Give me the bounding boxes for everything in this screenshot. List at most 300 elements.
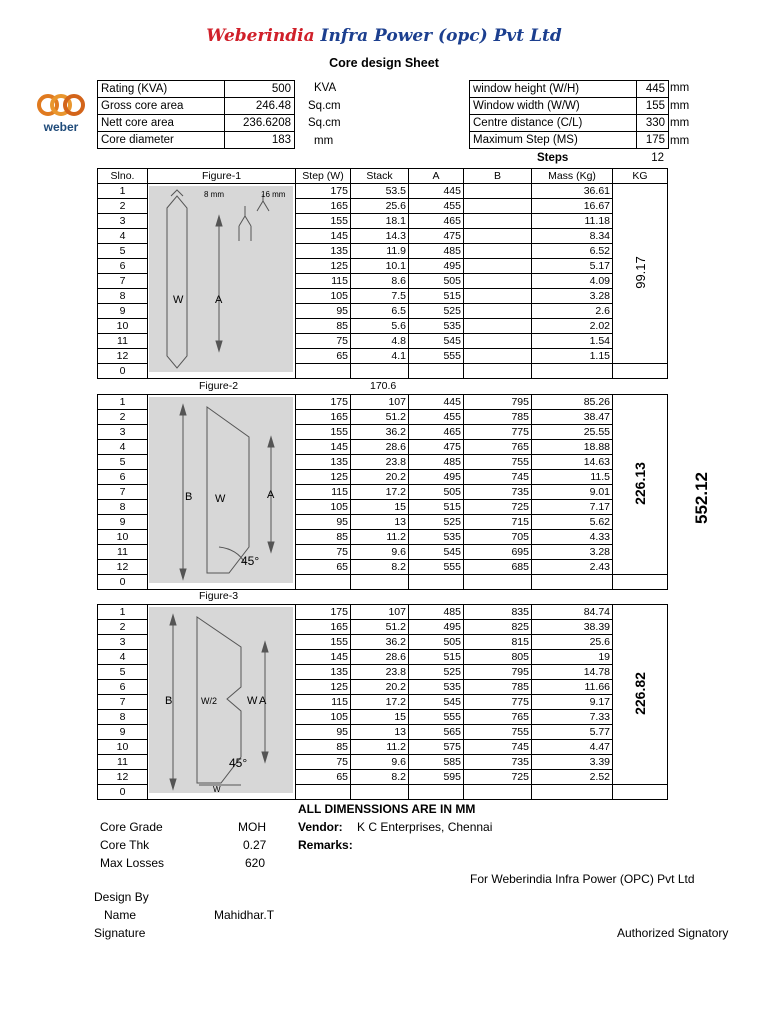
stack-cell: 107	[351, 395, 409, 410]
slno-cell: 1	[98, 395, 148, 410]
b-cell	[464, 334, 532, 349]
step-cell: 165	[296, 620, 351, 635]
stack-cell: 11.2	[351, 740, 409, 755]
figure-3-label: Figure-3	[199, 590, 239, 602]
b-cell: 745	[464, 740, 532, 755]
spec-value: 246.48	[225, 98, 295, 115]
slno-cell: 4	[98, 440, 148, 455]
b-cell: 755	[464, 455, 532, 470]
b-cell: 735	[464, 755, 532, 770]
dimensions-note: ALL DIMENSSIONS ARE IN MM	[298, 802, 476, 816]
spec-row	[98, 81, 295, 98]
stack-cell: 20.2	[351, 680, 409, 695]
fig3-b-label: B	[165, 695, 173, 707]
stack-cell: 10.1	[351, 259, 409, 274]
logo-text: weber	[43, 120, 79, 134]
a-cell: 555	[409, 349, 464, 364]
mass-cell: 14.78	[532, 665, 613, 680]
mass-cell: 3.28	[532, 545, 613, 560]
b-cell: 815	[464, 635, 532, 650]
spec-unit: mm	[670, 82, 690, 94]
spec-label: Maximum Step (MS)	[470, 132, 637, 149]
b-cell: 695	[464, 545, 532, 560]
slno-cell: 11	[98, 334, 148, 349]
step-cell: 85	[296, 319, 351, 334]
kg-total: 226.13	[631, 462, 648, 505]
a-cell: 445	[409, 395, 464, 410]
spec-value: 330	[637, 115, 669, 132]
mass-cell: 8.34	[532, 229, 613, 244]
stack-cell: 5.6	[351, 319, 409, 334]
mass-cell: 2.02	[532, 319, 613, 334]
kg-total-cell	[613, 605, 668, 785]
step-cell: 115	[296, 485, 351, 500]
slno-cell: 11	[98, 755, 148, 770]
b-cell	[464, 304, 532, 319]
mass-cell: 14.63	[532, 455, 613, 470]
stack-cell: 11.2	[351, 530, 409, 545]
slno-cell: 2	[98, 199, 148, 214]
spec-table-right	[469, 80, 669, 149]
b-cell: 755	[464, 725, 532, 740]
stack-cell: 17.2	[351, 695, 409, 710]
slno-cell: 0	[98, 364, 148, 379]
slno-cell: 10	[98, 740, 148, 755]
mass-cell	[532, 364, 613, 379]
slno-cell: 0	[98, 785, 148, 800]
column-header: Mass (Kg)	[532, 169, 613, 184]
b-cell: 785	[464, 410, 532, 425]
a-cell	[409, 575, 464, 590]
mass-cell: 25.6	[532, 635, 613, 650]
a-cell: 575	[409, 740, 464, 755]
stack-cell: 23.8	[351, 665, 409, 680]
mass-cell: 2.52	[532, 770, 613, 785]
vendor-value: K C Enterprises, Chennai	[357, 820, 493, 834]
spec-label: Nett core area	[98, 115, 225, 132]
step-cell: 65	[296, 770, 351, 785]
b-cell	[464, 199, 532, 214]
step-cell: 145	[296, 440, 351, 455]
mass-cell: 9.01	[532, 485, 613, 500]
fig1-8mm-label: 8 mm	[204, 190, 224, 199]
figure-cell	[148, 605, 296, 800]
mass-cell: 84.74	[532, 605, 613, 620]
stack-cell: 4.8	[351, 334, 409, 349]
fig2-a-label: A	[267, 489, 275, 501]
slno-cell: 12	[98, 560, 148, 575]
mass-cell: 3.39	[532, 755, 613, 770]
stack-cell: 8.6	[351, 274, 409, 289]
mass-cell: 4.47	[532, 740, 613, 755]
core-grade-value: MOH	[238, 820, 266, 834]
table-row	[98, 395, 668, 410]
kg-total-cell	[613, 184, 668, 364]
b-cell: 735	[464, 485, 532, 500]
stack-cell: 51.2	[351, 620, 409, 635]
stack-cell: 4.1	[351, 349, 409, 364]
fig3-w-bottom-label: W	[213, 785, 221, 794]
stack-cell: 13	[351, 515, 409, 530]
column-header: Figure-1	[148, 169, 296, 184]
step-cell: 125	[296, 259, 351, 274]
steps-label: Steps	[537, 152, 569, 164]
column-header: A	[409, 169, 464, 184]
a-cell: 535	[409, 319, 464, 334]
b-cell: 715	[464, 515, 532, 530]
core-thk-value: 0.27	[243, 838, 267, 852]
column-header: Slno.	[98, 169, 148, 184]
a-cell: 475	[409, 440, 464, 455]
step-cell: 125	[296, 680, 351, 695]
mass-cell: 5.17	[532, 259, 613, 274]
b-cell: 775	[464, 425, 532, 440]
mass-cell: 11.18	[532, 214, 613, 229]
grand-total: 552.12	[692, 472, 711, 524]
step-cell: 135	[296, 665, 351, 680]
mass-cell: 38.39	[532, 620, 613, 635]
spec-unit: mm	[314, 134, 334, 147]
b-cell: 765	[464, 710, 532, 725]
mass-cell: 11.5	[532, 470, 613, 485]
b-cell: 725	[464, 500, 532, 515]
slno-cell: 1	[98, 184, 148, 199]
stack-cell: 17.2	[351, 485, 409, 500]
b-cell	[464, 349, 532, 364]
slno-cell: 9	[98, 725, 148, 740]
a-cell: 505	[409, 274, 464, 289]
slno-cell: 8	[98, 500, 148, 515]
b-cell: 795	[464, 665, 532, 680]
slno-cell: 10	[98, 530, 148, 545]
slno-cell: 8	[98, 289, 148, 304]
slno-cell: 10	[98, 319, 148, 334]
column-header: B	[464, 169, 532, 184]
a-cell: 495	[409, 470, 464, 485]
mass-cell: 4.33	[532, 530, 613, 545]
spec-label: Core diameter	[98, 132, 225, 149]
mass-cell: 9.17	[532, 695, 613, 710]
column-header: Step (W)	[296, 169, 351, 184]
stack-cell: 25.6	[351, 199, 409, 214]
fig3-a-label: A	[259, 695, 267, 707]
step-cell	[296, 364, 351, 379]
b-cell: 685	[464, 560, 532, 575]
a-cell: 465	[409, 214, 464, 229]
step-cell: 75	[296, 755, 351, 770]
mass-cell: 36.61	[532, 184, 613, 199]
slno-cell: 4	[98, 229, 148, 244]
a-cell: 595	[409, 770, 464, 785]
step-cell: 175	[296, 395, 351, 410]
mass-cell	[532, 785, 613, 800]
authorized-signatory: Authorized Signatory	[617, 926, 729, 940]
step-cell: 85	[296, 740, 351, 755]
a-cell: 445	[409, 184, 464, 199]
stack-cell: 36.2	[351, 425, 409, 440]
step-cell: 165	[296, 410, 351, 425]
step-cell: 135	[296, 244, 351, 259]
stack-cell: 8.2	[351, 560, 409, 575]
a-cell: 525	[409, 515, 464, 530]
a-cell: 495	[409, 259, 464, 274]
mass-cell: 5.77	[532, 725, 613, 740]
a-cell: 485	[409, 605, 464, 620]
spec-unit: Sq.cm	[308, 117, 341, 129]
stack-cell: 28.6	[351, 440, 409, 455]
slno-cell: 6	[98, 680, 148, 695]
kg-empty-cell	[613, 575, 668, 590]
slno-cell: 3	[98, 635, 148, 650]
a-cell: 565	[409, 725, 464, 740]
slno-cell: 9	[98, 304, 148, 319]
kg-total: 99.17	[632, 256, 648, 289]
slno-cell: 9	[98, 515, 148, 530]
spec-unit: KVA	[314, 82, 337, 94]
stack-cell	[351, 575, 409, 590]
b-cell	[464, 319, 532, 334]
table-row	[98, 605, 668, 620]
spec-table-left	[97, 80, 295, 149]
spec-value: 500	[225, 81, 295, 98]
a-cell: 515	[409, 289, 464, 304]
step-cell: 75	[296, 545, 351, 560]
column-header: Stack	[351, 169, 409, 184]
vendor-label: Vendor:	[298, 820, 343, 834]
b-cell: 705	[464, 530, 532, 545]
stack-cell: 28.6	[351, 650, 409, 665]
kg-empty-cell	[613, 364, 668, 379]
spec-right-units	[670, 80, 700, 150]
figure-cell	[148, 184, 296, 379]
b-cell: 785	[464, 680, 532, 695]
step-cell: 75	[296, 334, 351, 349]
slno-cell: 3	[98, 425, 148, 440]
b-cell	[464, 244, 532, 259]
stack-cell: 8.2	[351, 770, 409, 785]
kg-empty-cell	[613, 785, 668, 800]
spec-value: 183	[225, 132, 295, 149]
slno-cell: 5	[98, 455, 148, 470]
spec-label: window height (W/H)	[470, 81, 637, 98]
stack-cell: 6.5	[351, 304, 409, 319]
remarks-label: Remarks:	[298, 838, 353, 852]
kg-total-cell	[613, 395, 668, 575]
step-cell: 65	[296, 349, 351, 364]
b-cell: 805	[464, 650, 532, 665]
slno-cell: 0	[98, 575, 148, 590]
a-cell: 465	[409, 425, 464, 440]
a-cell: 555	[409, 710, 464, 725]
step-cell: 115	[296, 274, 351, 289]
slno-cell: 2	[98, 620, 148, 635]
b-cell: 825	[464, 620, 532, 635]
stack-cell: 11.9	[351, 244, 409, 259]
mass-cell: 25.55	[532, 425, 613, 440]
b-cell	[464, 214, 532, 229]
a-cell: 455	[409, 199, 464, 214]
fig3-w2-label: W/2	[201, 696, 218, 706]
mass-cell: 11.66	[532, 680, 613, 695]
fig1-16mm-label: 16 mm	[261, 190, 286, 199]
b-cell	[464, 184, 532, 199]
fig2-b-label: B	[185, 491, 193, 503]
steps-value: 12	[651, 152, 664, 164]
b-cell: 765	[464, 440, 532, 455]
stack-cell: 23.8	[351, 455, 409, 470]
core-thk-label: Core Thk	[100, 838, 150, 852]
stack-total: 170.6	[370, 380, 397, 392]
b-cell: 795	[464, 395, 532, 410]
mass-cell: 4.09	[532, 274, 613, 289]
b-cell: 745	[464, 470, 532, 485]
figure-cell	[148, 395, 296, 590]
fig2-angle-label: 45°	[241, 554, 260, 568]
a-cell: 505	[409, 485, 464, 500]
slno-cell: 6	[98, 259, 148, 274]
b-cell	[464, 229, 532, 244]
mass-cell: 18.88	[532, 440, 613, 455]
spec-label: Rating (KVA)	[98, 81, 225, 98]
b-cell: 775	[464, 695, 532, 710]
spec-value: 236.6208	[225, 115, 295, 132]
fig2-w-label: W	[215, 493, 226, 505]
mass-cell: 7.33	[532, 710, 613, 725]
step-cell: 65	[296, 560, 351, 575]
slno-cell: 5	[98, 665, 148, 680]
spec-unit: mm	[670, 134, 690, 147]
step-cell	[296, 785, 351, 800]
spec-label: Centre distance (C/L)	[470, 115, 637, 132]
core-table-figure-2	[97, 394, 668, 590]
fig3-w-label: W	[247, 695, 258, 707]
design-by-label: Design By	[94, 890, 149, 904]
company-title	[0, 26, 768, 46]
mass-cell	[532, 575, 613, 590]
spec-row	[98, 98, 295, 115]
a-cell: 475	[409, 229, 464, 244]
spec-left-units	[298, 80, 368, 150]
spec-value: 445	[637, 81, 669, 98]
mass-cell: 6.52	[532, 244, 613, 259]
slno-cell: 3	[98, 214, 148, 229]
a-cell: 525	[409, 304, 464, 319]
spec-row	[470, 115, 669, 132]
stack-cell: 9.6	[351, 755, 409, 770]
b-cell	[464, 289, 532, 304]
step-cell: 115	[296, 695, 351, 710]
slno-cell: 12	[98, 349, 148, 364]
slno-cell: 6	[98, 470, 148, 485]
step-cell: 145	[296, 650, 351, 665]
a-cell: 505	[409, 635, 464, 650]
spec-unit: Sq.cm	[308, 99, 341, 112]
b-cell	[464, 364, 532, 379]
sheet-subtitle: Core design Sheet	[329, 56, 439, 70]
stack-cell: 15	[351, 500, 409, 515]
slno-cell: 7	[98, 274, 148, 289]
step-cell: 145	[296, 229, 351, 244]
step-cell: 165	[296, 199, 351, 214]
stack-cell: 13	[351, 725, 409, 740]
step-cell: 105	[296, 710, 351, 725]
stack-cell: 18.1	[351, 214, 409, 229]
mass-cell: 2.6	[532, 304, 613, 319]
a-cell	[409, 785, 464, 800]
a-cell: 585	[409, 755, 464, 770]
fig3-angle-label: 45°	[229, 756, 248, 770]
step-cell: 155	[296, 425, 351, 440]
a-cell: 555	[409, 560, 464, 575]
stack-cell: 53.5	[351, 184, 409, 199]
mass-cell: 1.15	[532, 349, 613, 364]
a-cell: 455	[409, 410, 464, 425]
a-cell: 535	[409, 680, 464, 695]
slno-cell: 11	[98, 545, 148, 560]
step-cell: 95	[296, 304, 351, 319]
step-cell: 175	[296, 184, 351, 199]
mass-cell: 2.43	[532, 560, 613, 575]
fig1-w-label: W	[173, 294, 184, 306]
a-cell: 525	[409, 665, 464, 680]
stack-cell	[351, 785, 409, 800]
fig1-a-label: A	[215, 294, 223, 306]
slno-cell: 7	[98, 485, 148, 500]
spec-value: 175	[637, 132, 669, 149]
mass-cell: 19	[532, 650, 613, 665]
name-label: Name	[104, 908, 137, 922]
company-brand: Weberindia	[206, 26, 315, 46]
mass-cell: 1.54	[532, 334, 613, 349]
a-cell: 515	[409, 500, 464, 515]
stack-cell: 107	[351, 605, 409, 620]
mass-cell: 16.67	[532, 199, 613, 214]
stack-cell: 51.2	[351, 410, 409, 425]
column-header: KG	[613, 169, 668, 184]
spec-label: Gross core area	[98, 98, 225, 115]
stack-cell: 20.2	[351, 470, 409, 485]
stack-cell: 7.5	[351, 289, 409, 304]
spec-unit: mm	[670, 117, 690, 129]
step-cell	[296, 575, 351, 590]
core-table-figure-3	[97, 604, 668, 800]
spec-unit: mm	[670, 99, 690, 112]
figure-2-label: Figure-2	[199, 380, 239, 392]
max-losses-value: 620	[245, 856, 266, 870]
step-cell: 175	[296, 605, 351, 620]
stack-cell: 36.2	[351, 635, 409, 650]
a-cell: 485	[409, 244, 464, 259]
a-cell: 545	[409, 695, 464, 710]
spec-row	[98, 115, 295, 132]
a-cell: 485	[409, 455, 464, 470]
step-cell: 105	[296, 500, 351, 515]
spec-value: 155	[637, 98, 669, 115]
a-cell: 515	[409, 650, 464, 665]
for-company: For Weberindia Infra Power (OPC) Pvt Ltd	[470, 872, 695, 886]
step-cell: 155	[296, 635, 351, 650]
spec-row	[98, 132, 295, 149]
mass-cell: 3.28	[532, 289, 613, 304]
mass-cell: 7.17	[532, 500, 613, 515]
step-cell: 135	[296, 455, 351, 470]
step-cell: 85	[296, 530, 351, 545]
stack-cell: 9.6	[351, 545, 409, 560]
b-cell	[464, 259, 532, 274]
slno-cell: 5	[98, 244, 148, 259]
step-cell: 105	[296, 289, 351, 304]
b-cell	[464, 785, 532, 800]
